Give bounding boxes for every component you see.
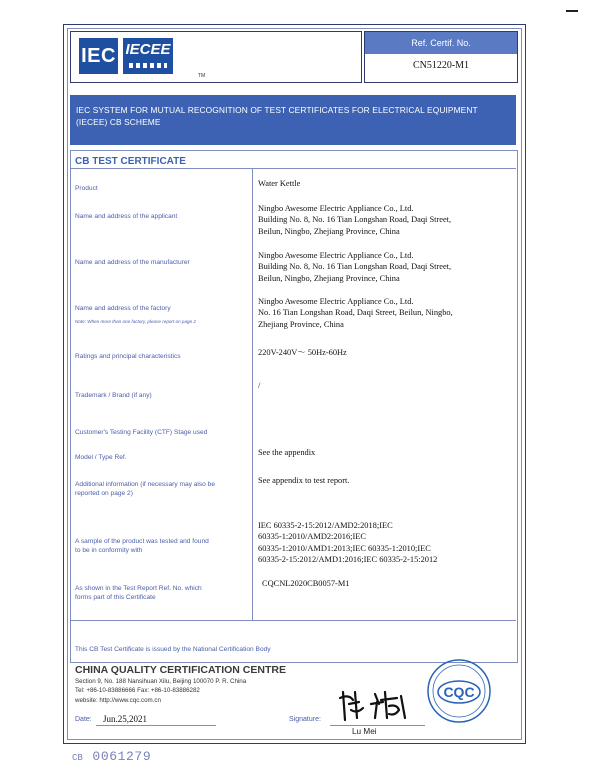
cb-serial xyxy=(72,747,151,765)
cb-number: 0061279 xyxy=(92,749,152,764)
handwritten-signature xyxy=(335,684,415,724)
factory-line: Zhejiang Province, China xyxy=(258,319,344,329)
factory-label: Name and address of the factory xyxy=(75,305,171,312)
standards-line: 60335-2-15:2012/AMD1:2016;IEC 60335-2-15:2012 xyxy=(258,555,438,565)
manufacturer-line: Ningbo Awesome Electric Appliance Co., Ltd. xyxy=(258,251,414,260)
date-label: Date: xyxy=(75,716,92,723)
signatory-name: Lu Mei xyxy=(352,727,377,736)
cb-prefix: CB xyxy=(72,753,83,763)
iecee-logo-text: IECEE xyxy=(125,41,171,58)
iecee-logo xyxy=(123,38,173,74)
date-value: Jun.25,2021 xyxy=(103,714,148,724)
date-line xyxy=(96,725,216,726)
additional-value: See appendix to test report. xyxy=(258,476,350,485)
ref-certificate-box xyxy=(364,31,518,83)
standards-value xyxy=(258,520,437,566)
applicant-value xyxy=(258,203,451,237)
signature-glyph-1 xyxy=(340,692,363,720)
column-divider xyxy=(252,169,253,620)
report-value: CQCNL2020CB0057-M1 xyxy=(262,579,350,588)
model-value: See the appendix xyxy=(258,448,316,457)
trademark-value: / xyxy=(258,381,261,390)
report-label xyxy=(75,584,202,602)
ratings-label: Ratings and principal characteristics xyxy=(75,353,181,360)
report-label-line: As shown in the Test Report Ref. No. which xyxy=(75,585,202,592)
signature-line xyxy=(330,725,425,726)
product-value: Water Kettle xyxy=(258,179,301,188)
cqc-logo xyxy=(426,658,492,724)
standards-line: IEC 60335-2-15:2012/AMD2:2018;IEC xyxy=(258,521,393,530)
ratings-value: 220V-240V～ 50Hz-60Hz xyxy=(258,348,347,357)
iec-logo: IEC xyxy=(79,38,118,74)
system-title-banner xyxy=(70,95,516,145)
logo-header xyxy=(70,31,362,83)
applicant-line: Ningbo Awesome Electric Appliance Co., Ltd. xyxy=(258,204,414,213)
factory-value xyxy=(258,296,453,330)
title-separator xyxy=(70,168,516,169)
issued-by: This CB Test Certificate is issued by the National Certification Body xyxy=(75,646,271,653)
ref-label: Ref. Certif. No. xyxy=(365,32,517,54)
standards-line: 60335-1:2010/AMD1:2013;IEC 60335-1:2010;IEC xyxy=(258,543,431,553)
factory-note: Note: When more than one factory, please report on page 2 xyxy=(75,319,196,324)
factory-line: Ningbo Awesome Electric Appliance Co., Ltd. xyxy=(258,297,414,306)
ref-number: CN51220-M1 xyxy=(412,60,470,71)
factory-line: No. 16 Tian Longshan Road, Daqi Street, Beilun, Ningbo, xyxy=(258,308,453,318)
ncb-website: website: http://www.cqc.com.cn xyxy=(75,697,161,704)
standards-line: 60335-1:2010/AMD2:2016;IEC xyxy=(258,532,366,542)
system-title: IEC SYSTEM FOR MUTUAL RECOGNITION OF TEST CERTIFICATES FOR ELECTRICAL EQUIPMENT (IECEE) CB SCHEME xyxy=(76,105,478,127)
report-label-line: forms part of this Certificate xyxy=(75,594,156,601)
ctf-label: Customer's Testing Facility (CTF) Stage used xyxy=(75,429,208,436)
sample-label xyxy=(75,537,209,555)
model-label: Model / Type Ref. xyxy=(75,454,127,461)
applicant-line: Beilun, Ningbo, Zhejiang Province, China xyxy=(258,226,400,236)
manufacturer-label: Name and address of the manufacturer xyxy=(75,259,190,266)
additional-label xyxy=(75,480,215,498)
iecee-stripes xyxy=(129,63,167,68)
sample-label-line: A sample of the product was tested and found xyxy=(75,538,209,545)
manufacturer-line: Beilun, Ningbo, Zhejiang Province, China xyxy=(258,273,400,283)
footer-separator xyxy=(70,620,516,621)
trademark-symbol: TM xyxy=(198,73,206,79)
additional-label-line: reported on page 2) xyxy=(75,490,133,497)
manufacturer-value xyxy=(258,250,451,284)
applicant-label: Name and address of the applicant xyxy=(75,213,178,220)
signature-label: Signature: xyxy=(289,716,321,723)
signature-glyph-2 xyxy=(371,692,405,718)
product-label: Product xyxy=(75,185,98,192)
ncb-contact: Tel: +86-10-83886666 Fax: +86-10-83886282 xyxy=(75,687,200,694)
ncb-name: CHINA QUALITY CERTIFICATION CENTRE xyxy=(75,664,286,676)
sample-label-line: to be in conformity with xyxy=(75,547,143,554)
additional-label-line: Additional information (if necessary may also be xyxy=(75,481,216,488)
certificate-title: CB TEST CERTIFICATE xyxy=(75,156,186,167)
trademark-label: Trademark / Brand (if any) xyxy=(75,392,152,399)
corner-mark xyxy=(566,10,578,12)
applicant-line: Building No. 8, No. 16 Tian Longshan Road, Daqi Street, xyxy=(258,215,452,225)
manufacturer-line: Building No. 8, No. 16 Tian Longshan Road, Daqi Street, xyxy=(258,262,452,272)
cqc-logo-text: CQC xyxy=(443,684,475,700)
ncb-address: Section 9, No. 188 Nansihuan Xilu, Beijing 100070 P. R. China xyxy=(75,678,247,685)
